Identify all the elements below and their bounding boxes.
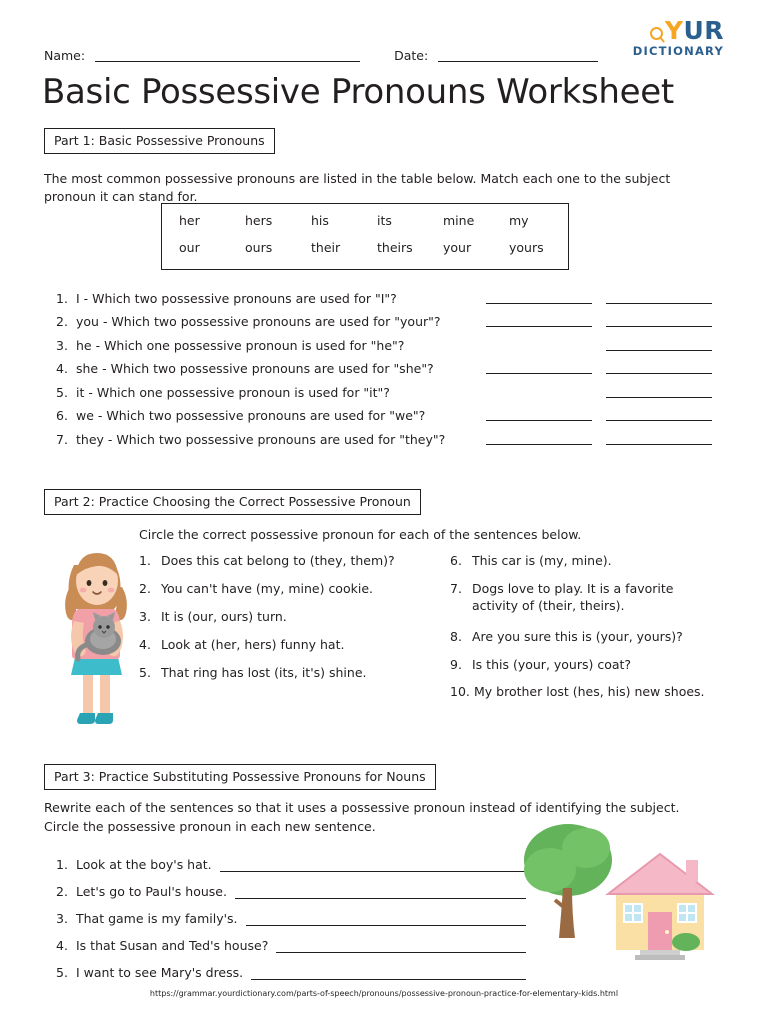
answer-blank[interactable] xyxy=(235,888,526,899)
word-bank-cell: our xyxy=(179,240,200,255)
list-item xyxy=(139,609,439,626)
answer-blank[interactable] xyxy=(606,316,712,327)
answer-blanks xyxy=(404,340,712,353)
item-text: I want to see Mary's dress. xyxy=(76,965,244,980)
item-number: 5. xyxy=(56,384,68,400)
name-label: Name: xyxy=(44,48,86,63)
answer-blank[interactable] xyxy=(246,915,526,926)
item-text: you - Which two possessive pronouns are used for "your"? xyxy=(76,314,441,329)
part1-question-list xyxy=(56,282,712,447)
list-item xyxy=(139,665,439,682)
logo-subtext: DICTIONARY xyxy=(632,44,724,58)
item-text: That game is my family's. xyxy=(76,911,238,926)
item-text: That ring has lost (its, it's) shine. xyxy=(161,664,367,680)
part3-heading: Part 3: Practice Substituting Possessive Pronouns for Nouns xyxy=(44,764,436,790)
answer-blanks xyxy=(441,316,712,329)
list-item xyxy=(56,423,712,447)
answer-blank[interactable] xyxy=(220,861,526,872)
item-number: 1. xyxy=(139,553,151,568)
list-item xyxy=(139,553,439,570)
item-number: 5. xyxy=(139,664,151,680)
item-number: 7. xyxy=(56,431,68,447)
list-item xyxy=(450,657,720,674)
answer-blank[interactable] xyxy=(486,293,592,304)
word-bank-cell: her xyxy=(179,213,200,228)
word-bank-cell: theirs xyxy=(377,240,413,255)
logo-our: UR xyxy=(683,16,724,45)
item-number: 4. xyxy=(56,938,68,953)
answer-blank[interactable] xyxy=(606,434,712,445)
part2-right-column xyxy=(450,553,720,712)
item-text: You can't have (my, mine) cookie. xyxy=(161,580,373,596)
item-text: Are you sure this is (your, yours)? xyxy=(472,628,683,644)
item-number: 7. xyxy=(450,580,462,596)
part2-heading: Part 2: Practice Choosing the Correct Possessive Pronoun xyxy=(44,489,421,515)
word-bank xyxy=(161,203,569,270)
item-number: 3. xyxy=(56,911,68,926)
part2-left-column xyxy=(139,553,439,692)
item-text: Does this cat belong to (they, them)? xyxy=(161,553,395,568)
item-number: 10. xyxy=(450,684,470,700)
answer-blanks xyxy=(425,410,712,423)
item-number: 2. xyxy=(56,884,68,899)
item-number: 2. xyxy=(139,580,151,596)
logo-wordmark xyxy=(633,18,724,43)
item-number: 6. xyxy=(450,553,462,568)
magnifier-icon xyxy=(650,27,663,40)
word-bank-cell: ours xyxy=(245,240,273,255)
item-text: we - Which two possessive pronouns are used for "we"? xyxy=(76,408,426,423)
part3-question-list xyxy=(56,845,526,980)
name-date-row xyxy=(44,48,604,63)
answer-blank[interactable] xyxy=(606,410,712,421)
part1-instructions: The most common possessive pronouns are listed in the table below. Match each one to the subject pronoun it can stand for. xyxy=(44,171,671,204)
item-text: This car is (my, mine). xyxy=(472,553,612,568)
item-number: 5. xyxy=(56,965,68,980)
item-text: he - Which one possessive pronoun is used for "he"? xyxy=(76,337,405,353)
item-number: 9. xyxy=(450,656,462,672)
list-item xyxy=(56,400,712,424)
item-number: 6. xyxy=(56,408,68,423)
item-text: Look at the boy's hat. xyxy=(76,857,212,872)
list-item xyxy=(56,926,526,953)
list-item xyxy=(450,553,720,570)
answer-blank[interactable] xyxy=(251,969,526,980)
answer-blank[interactable] xyxy=(486,410,592,421)
answer-blank[interactable] xyxy=(486,316,592,327)
date-label: Date: xyxy=(394,48,429,63)
yourdictionary-logo xyxy=(633,18,724,58)
answer-blank[interactable] xyxy=(606,387,712,398)
list-item xyxy=(56,899,526,926)
logo-y: Y xyxy=(664,16,684,45)
item-text: Is that Susan and Ted's house? xyxy=(76,938,269,953)
item-text: it - Which one possessive pronoun is used for "it"? xyxy=(76,384,390,400)
date-blank[interactable] xyxy=(438,50,598,62)
part3-instructions: Rewrite each of the sentences so that it uses a possessive pronoun instead of identifying the subject. Circle the possessive pronoun in each new sentence. xyxy=(44,800,680,834)
word-bank-row xyxy=(162,240,568,255)
list-item xyxy=(56,953,526,980)
item-text: My brother lost (hes, his) new shoes. xyxy=(474,684,705,700)
answer-blanks xyxy=(445,434,712,447)
footer-url: https://grammar.yourdictionary.com/parts-of-speech/pronouns/possessive-pronoun-practice-for-elementary-kids.html xyxy=(149,989,619,998)
answer-blank[interactable] xyxy=(606,293,712,304)
list-item xyxy=(450,581,720,615)
list-item xyxy=(56,845,526,872)
list-item xyxy=(450,629,720,646)
word-bank-cell: your xyxy=(443,240,472,255)
list-item xyxy=(56,306,712,330)
answer-blank[interactable] xyxy=(606,340,712,351)
answer-blank[interactable] xyxy=(486,363,592,374)
item-text: she - Which two possessive pronouns are used for "she"? xyxy=(76,361,434,376)
list-item xyxy=(139,581,439,598)
list-item xyxy=(139,637,439,654)
item-text: I - Which two possessive pronouns are used for "I"? xyxy=(76,290,397,306)
item-number: 4. xyxy=(139,636,151,652)
item-number: 2. xyxy=(56,314,68,329)
part2-instructions: Circle the correct possessive pronoun for each of the sentences below. xyxy=(139,527,582,542)
item-text: Is this (your, yours) coat? xyxy=(472,656,632,672)
item-number: 1. xyxy=(56,290,68,306)
girl-with-cat-illustration xyxy=(50,535,142,735)
answer-blank[interactable] xyxy=(276,942,526,953)
answer-blank[interactable] xyxy=(486,434,592,445)
name-blank[interactable] xyxy=(95,50,360,62)
list-item xyxy=(56,329,712,353)
word-bank-cell: my xyxy=(509,213,529,228)
item-number: 8. xyxy=(450,628,462,644)
answer-blanks xyxy=(397,293,712,306)
part1-heading: Part 1: Basic Possessive Pronouns xyxy=(44,128,275,154)
item-text: Dogs love to play. It is a favorite activity of (their, theirs). xyxy=(472,580,674,613)
word-bank-cell: hers xyxy=(245,213,273,228)
page-title: Basic Possessive Pronouns Worksheet xyxy=(42,72,674,112)
word-bank-cell: his xyxy=(311,213,329,228)
item-text: Let's go to Paul's house. xyxy=(76,884,227,899)
answer-blanks xyxy=(434,363,712,376)
list-item xyxy=(56,282,712,306)
answer-blank[interactable] xyxy=(606,363,712,374)
word-bank-row xyxy=(162,213,568,228)
item-text: Look at (her, hers) funny hat. xyxy=(161,636,345,652)
item-number: 3. xyxy=(56,337,68,353)
list-item xyxy=(450,684,720,701)
item-number: 3. xyxy=(139,608,151,624)
item-number: 1. xyxy=(56,857,68,872)
item-text: It is (our, ours) turn. xyxy=(161,608,287,624)
item-number: 4. xyxy=(56,361,68,376)
list-item xyxy=(56,872,526,899)
word-bank-cell: their xyxy=(311,240,341,255)
house-and-tree-illustration xyxy=(520,816,735,971)
word-bank-cell: yours xyxy=(509,240,544,255)
list-item xyxy=(56,353,712,377)
word-bank-cell: mine xyxy=(443,213,475,228)
item-text: they - Which two possessive pronouns are used for "they"? xyxy=(76,431,446,447)
word-bank-cell: its xyxy=(377,213,392,228)
answer-blanks xyxy=(390,387,712,400)
list-item xyxy=(56,376,712,400)
